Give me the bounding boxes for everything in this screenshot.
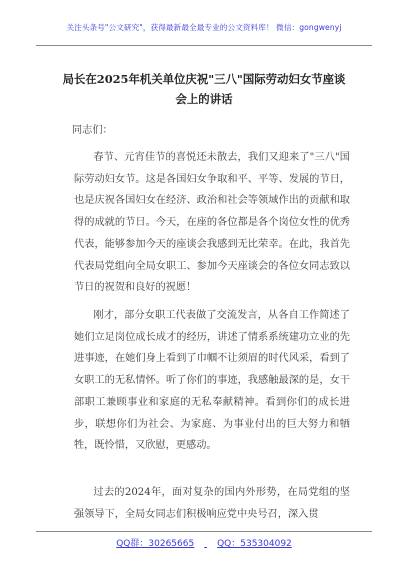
footer-divider <box>36 531 372 532</box>
paragraph: 刚才，部分女职工代表做了交流发言，从各自工作简述了她们立足岗位成长成才的经历，讲述了情系系统建功立业的先进事迹，在她们身上看到了巾帼不让须眉的时代风采，看到了女职工的无私情怀。听了你们的事迹，我感触最深的是，女干部职工兼顾事业和家庭的无私奉献精神。看到你们的成长进步，联想你们为社会、为家庭、为事业付出的巨大努力和牺牲，既怜惜，又欣慰，更感动。 <box>74 310 350 452</box>
paragraph: 过去的2024年，面对复杂的国内外形势，在局党组的坚强领导下，全局女同志们积极响应党中央号召，深入贯 <box>74 487 350 520</box>
salutation: 同志们： <box>72 125 113 136</box>
footer-qq-group[interactable]: QQ群：30265665 <box>116 539 195 549</box>
document-title <box>36 69 372 109</box>
document-title-line-1: 局长在2025年机关单位庆祝"三八"国际劳动妇女节座谈 <box>62 72 346 86</box>
document-title-line-2: 会上的讲话 <box>175 92 233 106</box>
footer-qq-number[interactable]: QQ：535304092 <box>217 539 292 549</box>
header-divider <box>36 45 372 46</box>
paragraph: 春节、元宵佳节的喜悦还未散去，我们又迎来了"三八"国际劳动妇女节。这是各国妇女争取和平、平等、发展的节日，也是庆祝各国妇女在经济、政治和社会等领域作出的贡献和取得的成就的节日。今天，在座的各位都是各个岗位女性的优秀代表，能够参加今天的座谈会我感到无比荣幸。在此，我首先代表局党组向全局女职工、参加今天座谈会的各位女同志致以节日的祝贺和良好的祝愿！ <box>74 152 350 294</box>
header-promo-text: 关注头条号"公文研究"，获得最新最全最专业的公文资料库！ 微信：gongwenyj <box>66 23 342 32</box>
footer-contact <box>0 536 408 549</box>
